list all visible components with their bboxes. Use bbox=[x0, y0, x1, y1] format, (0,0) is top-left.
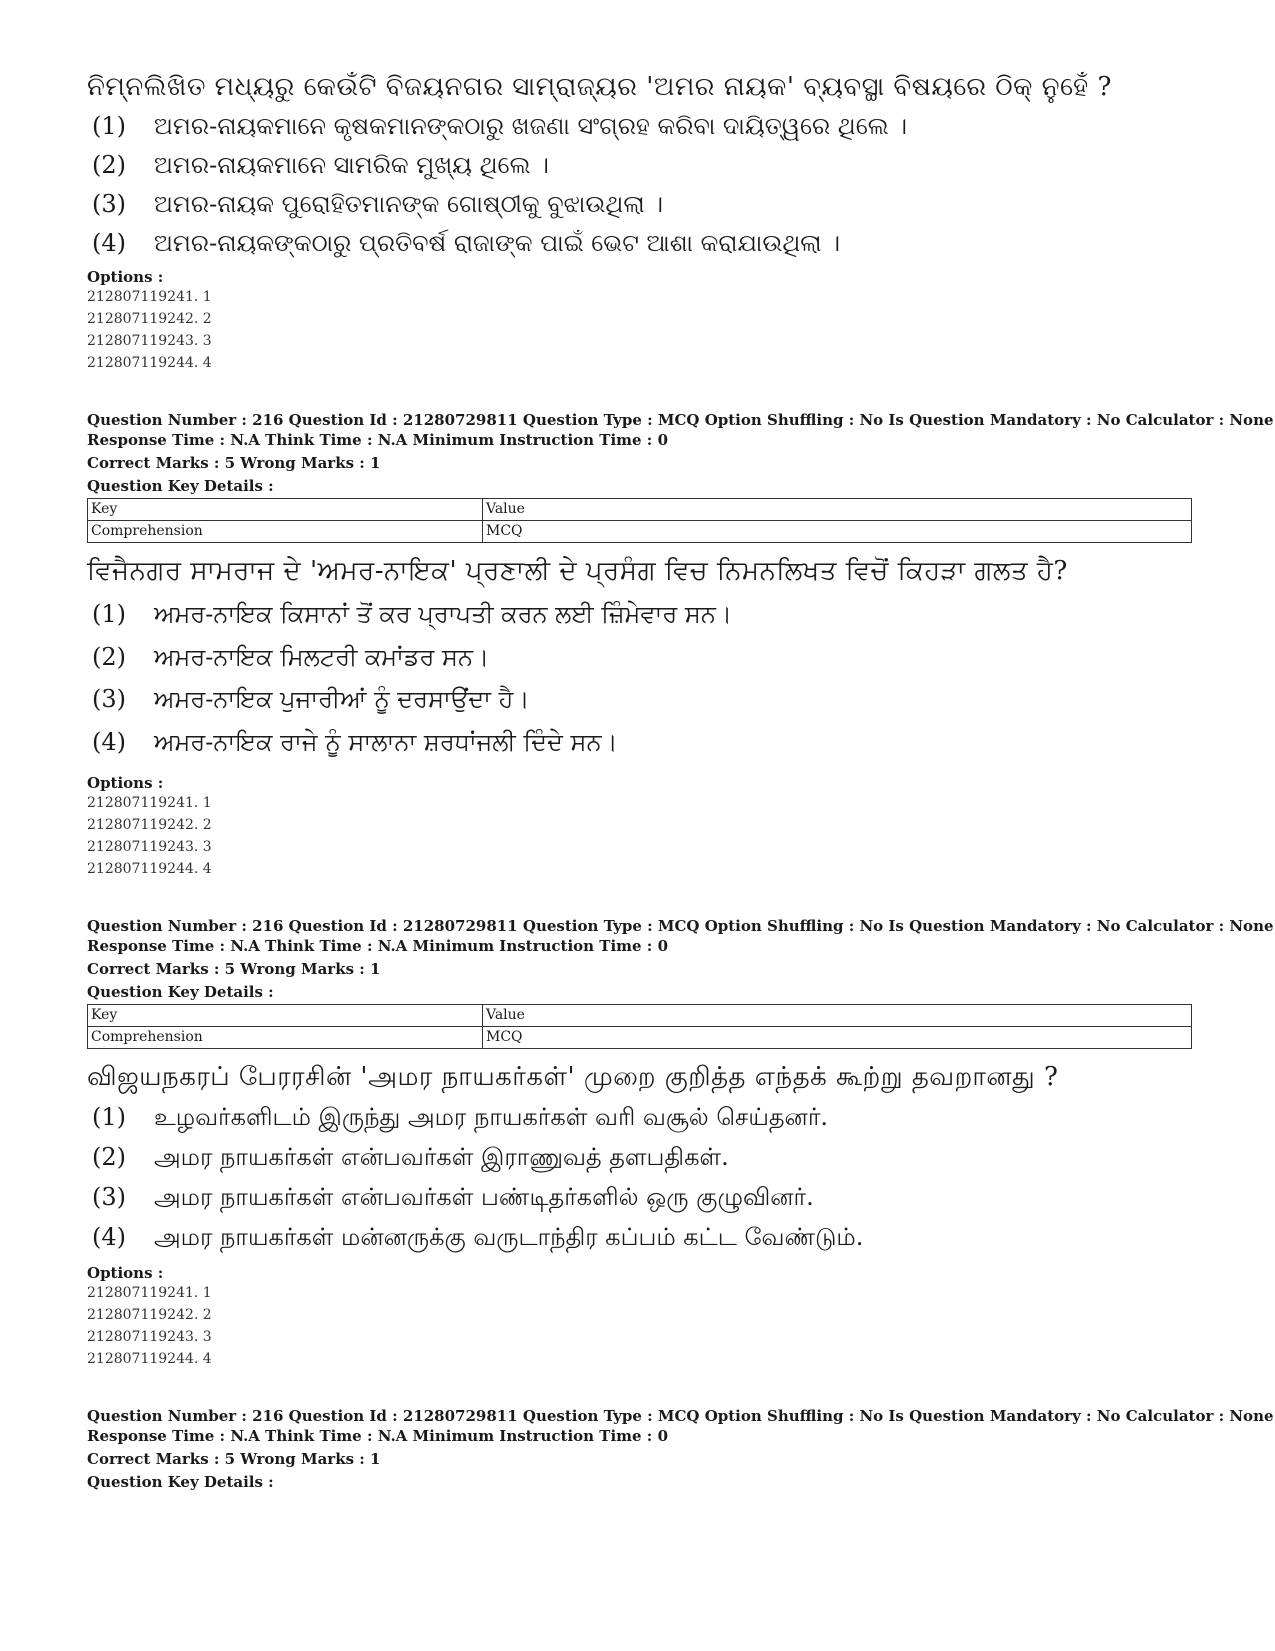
question-meta-line2: Response Time : N.A Think Time : N.A Minimum Instruction Time : 0 bbox=[87, 1427, 669, 1445]
question-key-details-label: Question Key Details : bbox=[87, 477, 274, 495]
option-2 bbox=[92, 641, 489, 673]
option-id: 212807119241. 1 bbox=[87, 289, 212, 305]
option-id: 212807119241. 1 bbox=[87, 1285, 212, 1301]
option-text: அமர நாயகர்கள் மன்னருக்கு வருடாந்திர கப்பம் கட்ட வேண்டும். bbox=[154, 1223, 864, 1251]
option-number: (1) bbox=[92, 600, 126, 628]
option-id: 212807119241. 1 bbox=[87, 795, 212, 811]
option-id: 212807119242. 2 bbox=[87, 1307, 212, 1323]
option-text: ਅਮਰ-ਨਾਇਕ ਕਿਸਾਨਾਂ ਤੋਂ ਕਰ ਪ੍ਰਾਪਤੀ ਕਰਨ ਲਈ ਜ਼ਿੰਮੇਵਾਰ ਸਨ। bbox=[154, 600, 733, 628]
option-id: 212807119244. 4 bbox=[87, 1351, 212, 1367]
option-3 bbox=[92, 683, 530, 715]
option-1 bbox=[92, 1101, 828, 1133]
question-meta-line2: Response Time : N.A Think Time : N.A Minimum Instruction Time : 0 bbox=[87, 431, 669, 449]
option-id: 212807119243. 3 bbox=[87, 333, 212, 349]
question-meta-line1: Question Number : 216 Question Id : 21280729811 Question Type : MCQ Option Shuffling : No Is Question Mandatory : No Calculator : None bbox=[87, 411, 1274, 429]
table-row bbox=[88, 1005, 1192, 1027]
option-number: (4) bbox=[92, 229, 126, 257]
key-details-table bbox=[87, 1004, 1192, 1049]
question-meta-line1: Question Number : 216 Question Id : 21280729811 Question Type : MCQ Option Shuffling : No Is Question Mandatory : No Calculator : None bbox=[87, 1407, 1274, 1425]
option-4 bbox=[92, 1221, 863, 1253]
table-header-value: Value bbox=[483, 499, 1192, 521]
option-number: (3) bbox=[92, 685, 126, 713]
option-number: (2) bbox=[92, 1143, 126, 1171]
table-header-key: Key bbox=[88, 1005, 483, 1027]
option-number: (3) bbox=[92, 1183, 126, 1211]
key-details-table bbox=[87, 498, 1192, 543]
table-cell-value: MCQ bbox=[483, 521, 1192, 543]
option-id: 212807119244. 4 bbox=[87, 355, 212, 371]
option-3 bbox=[92, 188, 663, 220]
option-number: (1) bbox=[92, 112, 126, 140]
option-id: 212807119242. 2 bbox=[87, 817, 212, 833]
option-4 bbox=[92, 726, 618, 758]
option-2 bbox=[92, 149, 549, 181]
option-number: (2) bbox=[92, 151, 126, 179]
option-2 bbox=[92, 1141, 729, 1173]
options-label: Options : bbox=[87, 268, 164, 286]
options-label: Options : bbox=[87, 1264, 164, 1282]
table-header-key: Key bbox=[88, 499, 483, 521]
question-meta-line2: Response Time : N.A Think Time : N.A Minimum Instruction Time : 0 bbox=[87, 937, 669, 955]
question-text-tamil: விஜயநகரப் பேரரசின் 'அமர நாயகர்கள்' முறை குறித்த எந்தக் கூற்று தவறானது ? bbox=[87, 1062, 1059, 1092]
option-text: ଅମର-ନାୟକମାନେ ସାମରିକ ମୁଖ୍ୟ ଥିଲେ । bbox=[154, 151, 549, 179]
question-key-details-label: Question Key Details : bbox=[87, 983, 274, 1001]
option-id: 212807119243. 3 bbox=[87, 839, 212, 855]
option-3 bbox=[92, 1181, 814, 1213]
option-text: அமர நாயகர்கள் என்பவர்கள் இராணுவத் தளபதிகள். bbox=[154, 1143, 729, 1171]
question-meta-marks: Correct Marks : 5 Wrong Marks : 1 bbox=[87, 1450, 381, 1468]
option-number: (1) bbox=[92, 1103, 126, 1131]
option-number: (4) bbox=[92, 728, 126, 756]
table-cell-value: MCQ bbox=[483, 1027, 1192, 1049]
option-id: 212807119243. 3 bbox=[87, 1329, 212, 1345]
option-text: உழவர்களிடம் இருந்து அமர நாயகர்கள் வரி வசூல் செய்தனர். bbox=[154, 1103, 828, 1131]
option-number: (3) bbox=[92, 190, 126, 218]
option-text: ଅମର-ନାୟକ ପୁରୋହିତମାନଙ୍କ ଗୋଷ୍ଠୀକୁ ବୁଝାଉଥିଲା । bbox=[154, 190, 664, 218]
option-id: 212807119244. 4 bbox=[87, 861, 212, 877]
option-text: ਅਮਰ-ਨਾਇਕ ਰਾਜੇ ਨੂੰ ਸਾਲਾਨਾ ਸ਼ਰਧਾਂਜਲੀ ਦਿੰਦੇ ਸਨ। bbox=[154, 728, 618, 756]
option-text: ਅਮਰ-ਨਾਇਕ ਮਿਲਟਰੀ ਕਮਾਂਡਰ ਸਨ। bbox=[154, 643, 490, 671]
option-1 bbox=[92, 598, 732, 630]
option-text: ଅମର-ନାୟକମାନେ କୃଷକମାନଙ୍କଠାରୁ ଖଜଣା ସଂଗ୍ରହ କରିବା ଦାୟିତ୍ୱରେ ଥିଲେ । bbox=[154, 112, 908, 140]
table-header-value: Value bbox=[483, 1005, 1192, 1027]
option-number: (4) bbox=[92, 1223, 126, 1251]
option-1 bbox=[92, 110, 907, 142]
table-cell-key: Comprehension bbox=[88, 521, 483, 543]
question-meta-line1: Question Number : 216 Question Id : 21280729811 Question Type : MCQ Option Shuffling : No Is Question Mandatory : No Calculator : None bbox=[87, 917, 1274, 935]
table-row bbox=[88, 1027, 1192, 1049]
option-id: 212807119242. 2 bbox=[87, 311, 212, 327]
question-text-punjabi: ਵਿਜੈਨਗਰ ਸਾਮਰਾਜ ਦੇ 'ਅਮਰ-ਨਾਇਕ' ਪ੍ਰਣਾਲੀ ਦੇ ਪ੍ਰਸੰਗ ਵਿਚ ਨਿਮਨਲਿਖਤ ਵਿਚੋਂ ਕਿਹੜਾ ਗਲਤ ਹੈ? bbox=[87, 556, 1068, 586]
table-row bbox=[88, 499, 1192, 521]
question-key-details-label: Question Key Details : bbox=[87, 1473, 274, 1491]
table-cell-key: Comprehension bbox=[88, 1027, 483, 1049]
option-text: ଅମର-ନାୟକଙ୍କଠାରୁ ପ୍ରତିବର୍ଷ ରାଜାଙ୍କ ପାଇଁ ଭେଟ ଆଶା କରାଯାଉଥିଲା । bbox=[154, 229, 841, 257]
question-meta-marks: Correct Marks : 5 Wrong Marks : 1 bbox=[87, 454, 381, 472]
option-text: ਅਮਰ-ਨਾਇਕ ਪੁਜਾਰੀਆਂ ਨੂੰ ਦਰਸਾਉਂਦਾ ਹੈ। bbox=[154, 685, 530, 713]
option-number: (2) bbox=[92, 643, 126, 671]
table-row bbox=[88, 521, 1192, 543]
option-4 bbox=[92, 227, 840, 259]
option-text: அமர நாயகர்கள் என்பவர்கள் பண்டிதர்களில் ஒரு குழுவினர். bbox=[154, 1183, 814, 1211]
question-text-odia: ନିମ୍ନଲିଖିତ ମଧ୍ୟରୁ କେଉଁଟି ବିଜୟନଗର ସାମ୍ରାଜ୍ୟର 'ଅମର ନାୟକ' ବ୍ୟବସ୍ଥା ବିଷୟରେ ଠିକ୍ ନୁହେଁ ? bbox=[87, 72, 1112, 102]
question-meta-marks: Correct Marks : 5 Wrong Marks : 1 bbox=[87, 960, 381, 978]
options-label: Options : bbox=[87, 774, 164, 792]
